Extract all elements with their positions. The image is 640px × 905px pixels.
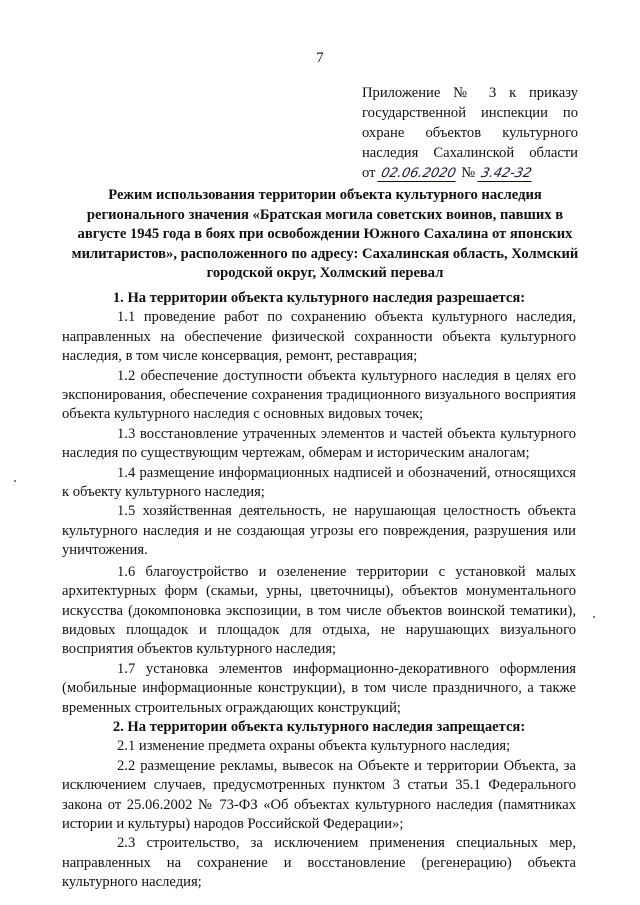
- section-heading-allowed: 1. На территории объекта культурного наследия разрешается:: [112, 290, 526, 306]
- document-title: Режим использования территории объекта культурного наследия регионального значения «Братская могила советских воинов, павших в августе 1945 года в боях при освобождении Южного Сахалина от японских милитаристов», расположенного по адресу: Сахалинская область, Холмский городской округ, Холмский перевал: [71, 187, 579, 281]
- paragraph: 1.5 хозяйственная деятельность, не нарушающая целостность объекта культурного наследия и не создающая угрозы его повреждения, разрушения или уничтожения.: [62, 503, 576, 559]
- paragraph: 1.4 размещение информационных надписей и обозначений, относящихся к объекту культурного наследия;: [62, 464, 576, 501]
- paragraph: 1.2 обеспечение доступности объекта культурного наследия в целях его экспонирования, обеспечение сохранения традиционного визуального восприятия объекта культурного наследия с основных видовых точек;: [62, 367, 576, 423]
- document-body: [62, 289, 576, 893]
- paragraph: 1.1 проведение работ по сохранению объекта культурного наследия, направленных на обеспечение физической сохранности объекта культурного наследия, в том числе консервация, ремонт, реставрация;: [62, 309, 576, 365]
- appendix-line: охране объектов культурного: [362, 125, 578, 141]
- paragraph: 2.1 изменение предмета охраны объекта культурного наследия;: [117, 738, 511, 755]
- paragraph: 2.3 строительство, за исключением применения специальных мер, направленных на сохранение и восстановление (регенерацию) объекта культурного наследия;: [62, 835, 576, 891]
- appendix-block: [362, 83, 578, 183]
- appendix-line: государственной инспекции по: [362, 105, 578, 121]
- number-prefix: №: [461, 165, 476, 181]
- appendix-line: Приложение № 3 к приказу: [362, 85, 578, 101]
- paragraph: 1.3 восстановление утраченных элементов и частей объекта культурного наследия по существующим чертежам, обмерам и историческим аналогам;: [62, 425, 576, 462]
- handwritten-date: 02.06.2020: [378, 167, 460, 182]
- section-heading-forbidden: 2. На территории объекта культурного наследия запрещается:: [112, 718, 526, 735]
- appendix-line: наследия Сахалинской области: [362, 145, 578, 161]
- paragraph: 1.7 установка элементов информационно-декоративного оформления (мобильные информационные конструкции), в том числе праздничного, а также временных строительных ограждающих конструкций;: [62, 660, 576, 716]
- appendix-date-line: [362, 163, 578, 183]
- page-number: 7: [316, 50, 324, 66]
- paragraph: 2.2 размещение рекламы, вывесок на Объекте и территории Объекта, за исключением случаев, предусмотренных пунктом 3 статьи 35.1 Федерального закона от 25.06.2002 № 73-ФЗ «Об объектах культурного наследия (памятниках истории и культуры) народов Российской Федерации»;: [62, 757, 576, 832]
- paragraph: 1.6 благоустройство и озеленение территории с установкой малых архитектурных форм (скамьи, урны, цветочницы), объектов монументального искусства (докомпоновка экспозиции, в том числе объектов воинской тематики), видовых площадок и площадок для отдыха, не нарушающих визуального восприятия объектов культурного наследия;: [62, 563, 576, 658]
- handwritten-order-number: 3.42-32: [477, 167, 534, 182]
- date-prefix: от: [362, 165, 376, 181]
- scan-speck: [14, 480, 16, 482]
- scan-speck: [593, 616, 595, 618]
